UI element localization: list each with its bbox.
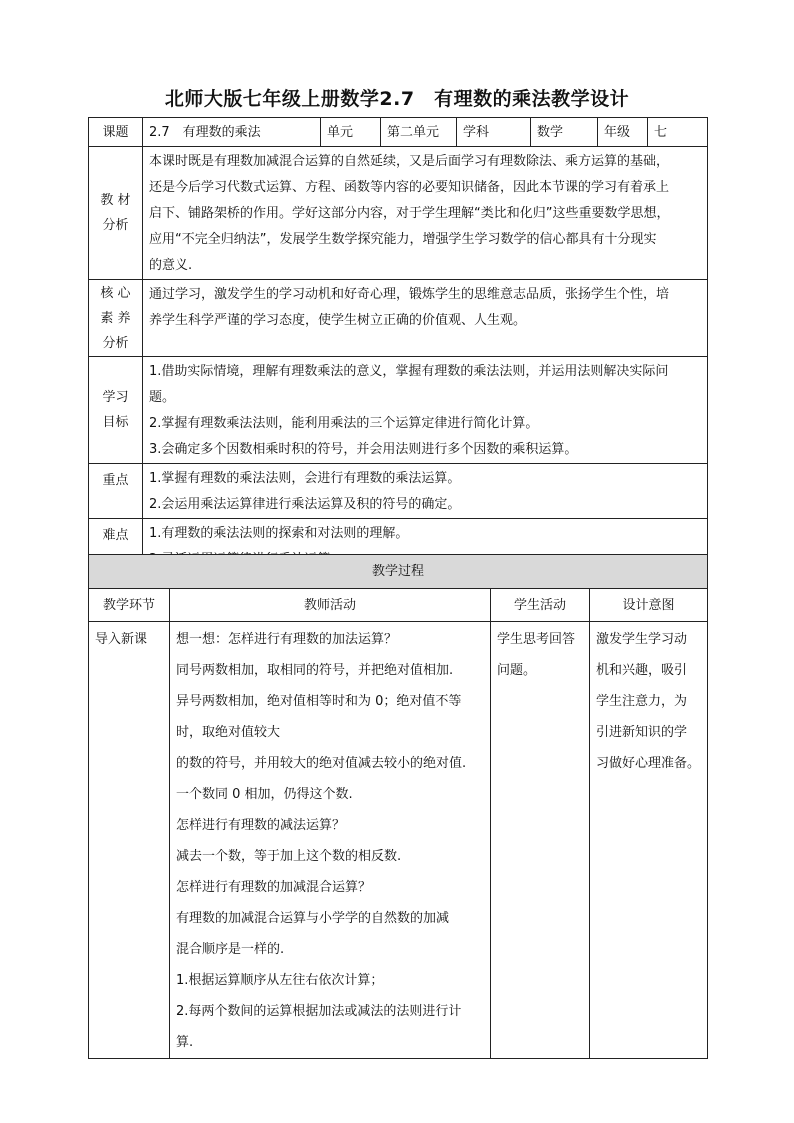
page-title: 北师大版七年级上册数学2.7 有理数的乘法教学设计 bbox=[164, 88, 630, 110]
teacher-activity-cell: 想一想：怎样进行有理数的加法运算？ 同号两数相加，取相同的符号，并把绝对值相加. 异号两数相加，绝对值相等时和为 0；绝对值不等 时，取绝对值较大 的数的符号，并用较大的绝对值减去较小的绝对值. 一个数同 0 相加，仍得这个数. 怎样进行有理数的减法运算？ 减去一个数，等于加上这个数的相反数. 怎样进行有理数的加减混合运算？ 有理数的加减混合运算与小学学的自然数的加减 混合顺序是一样的. 1.根据运算顺序从左往右依次计算； 2.每两个数间的运算根据加法或减法的法则进行计 算. bbox=[170, 622, 491, 1059]
goals-label: 学习 目标 bbox=[89, 357, 143, 464]
process-header: 教学过程 bbox=[89, 555, 708, 589]
key-label: 重点 bbox=[89, 464, 143, 519]
column-header-teacher: 教师活动 bbox=[170, 589, 491, 622]
subject-label: 学科 bbox=[457, 118, 531, 147]
unit-value: 第二单元 bbox=[381, 118, 457, 147]
key-row bbox=[89, 464, 708, 519]
stage-cell: 导入新课 bbox=[89, 622, 170, 1059]
topic-label: 课题 bbox=[89, 118, 143, 147]
core-row bbox=[89, 280, 708, 357]
column-header-student: 学生活动 bbox=[491, 589, 590, 622]
grade-value: 七 bbox=[648, 118, 708, 147]
process-column-headers bbox=[89, 589, 708, 622]
material-text: 本课时既是有理数加减混合运算的自然延续，又是后面学习有理数除法、乘方运算的基础， 还是今后学习代数式运算、方程、函数等内容的必要知识储备，因此本节课的学习有着承上 启下、铺路架桥的作用。学好这部分内容，对于学生理解“类比和化归”这些重要数学思想， 应用“不完全归纳法”，发展学生数学探究能力，增强学生学习数学的信心都具有十分现实 的意义. bbox=[143, 147, 708, 280]
material-label: 教 材 分析 bbox=[89, 147, 143, 280]
difficult-text: 1.有理数的乘法法则的探索和对法则的理解。 bbox=[143, 519, 708, 574]
key-text: 1.掌握有理数的乘法法则，会进行有理数的乘法运算。 2.会运用乘法运算律进行乘法运算及积的符号的确定。 bbox=[143, 464, 708, 519]
core-text: 通过学习，激发学生的学习动机和好奇心理，锻炼学生的思维意志品质，张扬学生个性，培 养学生科学严谨的学习态度，使学生树立正确的价值观、人生观。 bbox=[143, 280, 708, 357]
grade-label: 年级 bbox=[598, 118, 648, 147]
difficult-label: 难点 bbox=[89, 519, 143, 574]
column-header-stage: 教学环节 bbox=[89, 589, 170, 622]
column-header-intent: 设计意图 bbox=[590, 589, 708, 622]
info-table bbox=[88, 117, 708, 574]
topic-value: 2.7 有理数的乘法 bbox=[143, 118, 321, 147]
info-row bbox=[89, 118, 708, 147]
process-header-row bbox=[89, 555, 708, 589]
table-row bbox=[89, 622, 708, 1059]
unit-label: 单元 bbox=[321, 118, 381, 147]
design-intent-cell: 激发学生学习动 机和兴趣，吸引 学生注意力，为 引进新知识的学 习做好心理准备。 bbox=[590, 622, 708, 1059]
process-table bbox=[88, 554, 708, 1059]
subject-value: 数学 bbox=[531, 118, 598, 147]
goals-row bbox=[89, 357, 708, 464]
goals-text: 1.借助实际情境，理解有理数乘法的意义，掌握有理数的乘法法则，并运用法则解决实际问 题。 2.掌握有理数乘法法则，能利用乘法的三个运算定律进行简化计算。 3.会确定多个因数相乘时积的符号，并会用法则进行多个因数的乘积运算。 bbox=[143, 357, 708, 464]
material-row bbox=[89, 147, 708, 280]
core-label: 核 心 素 养 分析 bbox=[89, 280, 143, 357]
student-activity-cell: 学生思考回答 问题。 bbox=[491, 622, 590, 1059]
